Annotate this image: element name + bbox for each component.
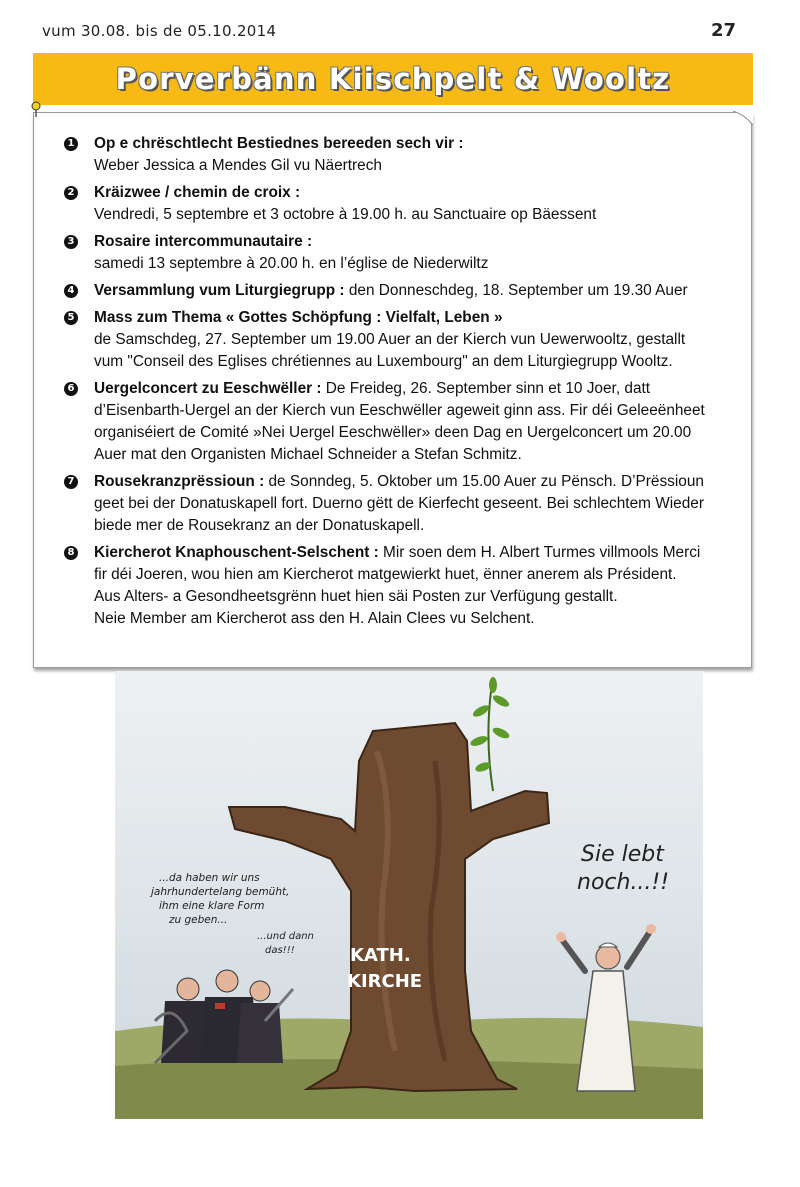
item-number: 5: [64, 311, 78, 325]
item-text: Aus Alters- a Gesondheetsgrënn huet hien säi Posten zur Verfügung gestallt.: [94, 588, 618, 605]
item-text: Mir soen dem H. Albert Turmes villmools Merci: [378, 544, 701, 561]
item-heading: Mass zum Thema « Gottes Schöpfung : Vielfalt, Leben »: [94, 309, 503, 326]
item-heading: Rosaire intercommunautaire :: [94, 233, 313, 250]
clergy-speech: ...da haben wir uns: [159, 872, 260, 884]
title-banner: [33, 53, 753, 105]
item-text: organiséiert de Comité »Nei Uergel Eeschwëller» deen Dag en Uergelconcert um 20.00: [94, 424, 692, 441]
item-text: vum "Conseil des Eglises chrétiennes au Luxembourg" an dem Liturgiegrupp Wooltz.: [94, 353, 673, 370]
item-heading: Op e chrëschtlecht Bestiednes bereeden sech vir :: [94, 135, 464, 152]
trunk-label: KIRCHE: [347, 971, 423, 992]
item-number: 3: [64, 235, 78, 249]
list-item: [64, 307, 734, 373]
item-number: 1: [64, 137, 78, 151]
item-text: geet bei der Donatuskapell fort. Duerno gëtt de Kierfecht geseent. Bei schlechtem Wieder: [94, 495, 704, 512]
item-text: Neie Member am Kiercherot ass den H. Alain Clees vu Selchent.: [94, 610, 535, 627]
item-number: 6: [64, 382, 78, 396]
list-item: [64, 378, 734, 466]
item-heading: Versammlung vum Liturgiegrupp :: [94, 282, 345, 299]
list-item: [64, 182, 734, 226]
item-number: 2: [64, 186, 78, 200]
item-heading: Rousekranzprëssioun :: [94, 473, 265, 490]
item-heading: Kiercherot Knaphouschent-Selschent :: [94, 544, 379, 561]
item-text: samedi 13 septembre à 20.00 h. en l’église de Niederwiltz: [94, 255, 489, 272]
item-text: Vendredi, 5 septembre et 3 octobre à 19.00 h. au Sanctuaire op Bäessent: [94, 206, 597, 223]
date-range: vum 30.08. bis de 05.10.2014: [42, 22, 277, 40]
page-number: 27: [710, 20, 736, 41]
list-item: [64, 471, 734, 537]
list-item: [64, 133, 734, 177]
clergy-speech: jahrhundertelang bemüht,: [151, 886, 290, 898]
clergy-speech: zu geben...: [169, 914, 228, 926]
item-number: 8: [64, 546, 78, 560]
clergy-speech: ...und dann: [257, 931, 314, 942]
pin-icon: [30, 101, 42, 117]
notice-list: [64, 133, 734, 635]
page-curl-icon: [733, 111, 753, 125]
item-text: den Donneschdeg, 18. September um 19.30 Auer: [344, 282, 688, 299]
item-text: d’Eisenbarth-Uergel an der Kierch vun Eeschwëller ageweit ginn ass. Fir déi Geleeënheet: [94, 402, 705, 419]
item-text: Weber Jessica a Mendes Gil vu Näertrech: [94, 157, 382, 174]
item-text: fir déi Joeren, wou hien am Kiercherot matgewierkt huet, ënner anerem als Président.: [94, 566, 677, 583]
item-text: De Freideg, 26. September sinn et 10 Joer, datt: [321, 380, 651, 397]
item-text: de Sonndeg, 5. Oktober um 15.00 Auer zu Pënsch. D’Prëssioun: [264, 473, 704, 490]
page-title: Porverbänn Kiischpelt & Wooltz: [115, 62, 671, 96]
list-item: [64, 280, 734, 302]
notice-box: [33, 112, 752, 668]
list-item: [64, 542, 734, 630]
clergy-speech: ihm eine klare Form: [159, 900, 265, 912]
clergy-speech: das!!!: [265, 945, 295, 956]
item-number: 4: [64, 284, 78, 298]
item-heading: Kräizwee / chemin de croix :: [94, 184, 301, 201]
item-number: 7: [64, 475, 78, 489]
page-header: [42, 22, 736, 44]
pope-speech: Sie lebt: [581, 842, 664, 867]
item-heading: Uergelconcert zu Eeschwëller :: [94, 380, 322, 397]
pope-speech: noch...!!: [577, 870, 670, 895]
trunk-label: KATH.: [350, 945, 411, 966]
list-item: [64, 231, 734, 275]
item-text: biede mer de Rousekranz an der Donatuskapell.: [94, 517, 425, 534]
cartoon-illustration: [115, 671, 703, 1119]
item-text: Auer mat den Organisten Michael Schneider a Stefan Schmitz.: [94, 446, 522, 463]
item-text: de Samschdeg, 27. September um 19.00 Auer an der Kierch vun Uewerwooltz, gestallt: [94, 331, 686, 348]
